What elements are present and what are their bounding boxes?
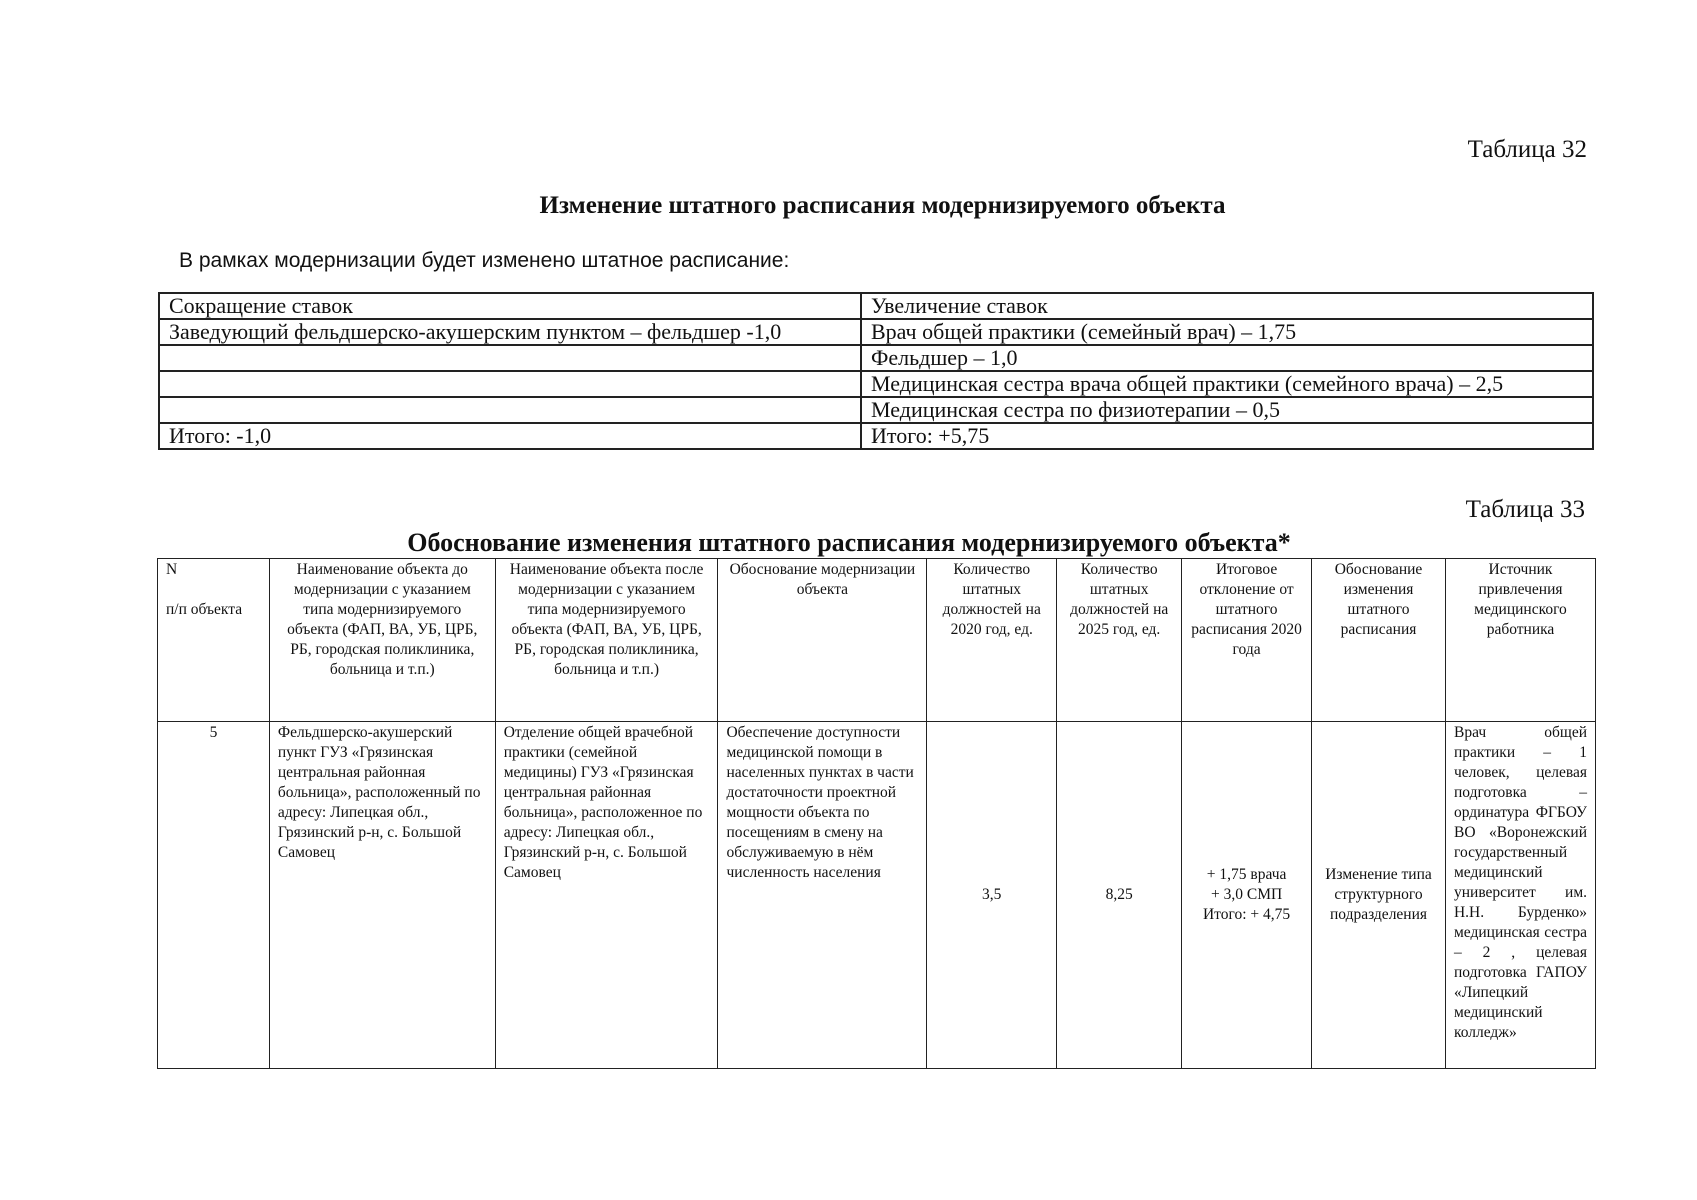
staffing-justification-table — [157, 558, 1596, 1069]
table-cell: Медицинская сестра врача общей практики (семейного врача) – 2,5 — [861, 371, 1593, 397]
header-cell-count-2025: Количество штатных должностей на 2025 год, ед. — [1057, 559, 1182, 722]
table-cell — [159, 371, 861, 397]
table-32-label: Таблица 32 — [1467, 136, 1587, 163]
header-cell-source: Источник привлечения медицинского работника — [1445, 559, 1595, 722]
table-row — [159, 319, 1593, 345]
cell-count-2025: 8,25 — [1057, 722, 1182, 1069]
table-cell: Заведующий фельдшерско-акушерским пунктом – фельдшер -1,0 — [159, 319, 861, 345]
cell-change-reason: Изменение типа структурного подразделения — [1312, 722, 1446, 1069]
table-row — [159, 345, 1593, 371]
header-cell-before: Наименование объекта до модернизации с указанием типа модернизируемого объекта (ФАП, ВА, УБ, ЦРБ, РБ, городская поликлиника, больница и т.п.) — [269, 559, 495, 722]
cell-deviation: + 1,75 врача + 3,0 СМП Итого: + 4,75 — [1182, 722, 1312, 1069]
staffing-change-table — [158, 292, 1594, 450]
table-32-title: Изменение штатного расписания модернизируемого объекта — [539, 192, 1226, 219]
table-cell — [159, 397, 861, 423]
table-cell — [159, 345, 861, 371]
header-cell-after: Наименование объекта после модернизации с указанием типа модернизируемого объекта (ФАП, ВА, УБ, ЦРБ, РБ, городская поликлиника, больница и т.п.) — [495, 559, 718, 722]
table-row — [158, 722, 1596, 1069]
header-cell-deviation: Итоговое отклонение от штатного расписания 2020 года — [1182, 559, 1312, 722]
table-cell: Фельдшер – 1,0 — [861, 345, 1593, 371]
table-row — [159, 371, 1593, 397]
cell-count-2020: 3,5 — [927, 722, 1057, 1069]
table-33-title: Обоснование изменения штатного расписания модернизируемого объекта* — [407, 528, 1291, 557]
table-cell: Итого: -1,0 — [159, 423, 861, 449]
table-row — [159, 423, 1593, 449]
cell-source: Врач общей практики – 1 человек, целевая подготовка – ординатура ФГБОУ ВО «Воронежский государственный медицинский университет им. Н.Н. Бурденко» медицинская сестра – 2 , целевая подготовка ГАПОУ «Липецкий медицинский колледж» — [1445, 722, 1595, 1069]
table-33-label: Таблица 33 — [1465, 496, 1585, 523]
table-row — [159, 397, 1593, 423]
header-cell-change-reason: Обоснование изменения штатного расписания — [1312, 559, 1446, 722]
header-cell-justification: Обоснование модернизации объекта — [718, 559, 927, 722]
cell-justification: Обеспечение доступности медицинской помощи в населенных пунктах в части достаточности проектной мощности объекта по посещениям в смену на обслуживаемую в нём численность населения — [718, 722, 927, 1069]
table-row — [159, 293, 1593, 319]
cell-before: Фельдшерско-акушерский пункт ГУЗ «Грязинская центральная районная больница», расположенный по адресу: Липецкая обл., Грязинский р-н, с. Большой Самовец — [269, 722, 495, 1069]
table-cell: Медицинская сестра по физиотерапии – 0,5 — [861, 397, 1593, 423]
table-header-row — [158, 559, 1596, 722]
table-cell: Врач общей практики (семейный врач) – 1,75 — [861, 319, 1593, 345]
header-cell-num: N п/п объекта — [158, 559, 270, 722]
intro-text: В рамках модернизации будет изменено штатное расписание: — [179, 249, 790, 272]
table-cell: Сокращение ставок — [159, 293, 861, 319]
table-cell: Увеличение ставок — [861, 293, 1593, 319]
header-cell-count-2020: Количество штатных должностей на 2020 год, ед. — [927, 559, 1057, 722]
cell-num: 5 — [158, 722, 270, 1069]
table-cell: Итого: +5,75 — [861, 423, 1593, 449]
cell-after: Отделение общей врачебной практики (семейной медицины) ГУЗ «Грязинская центральная районная больница», расположенное по адресу: Липецкая обл., Грязинский р-н, с. Большой Самовец — [495, 722, 718, 1069]
